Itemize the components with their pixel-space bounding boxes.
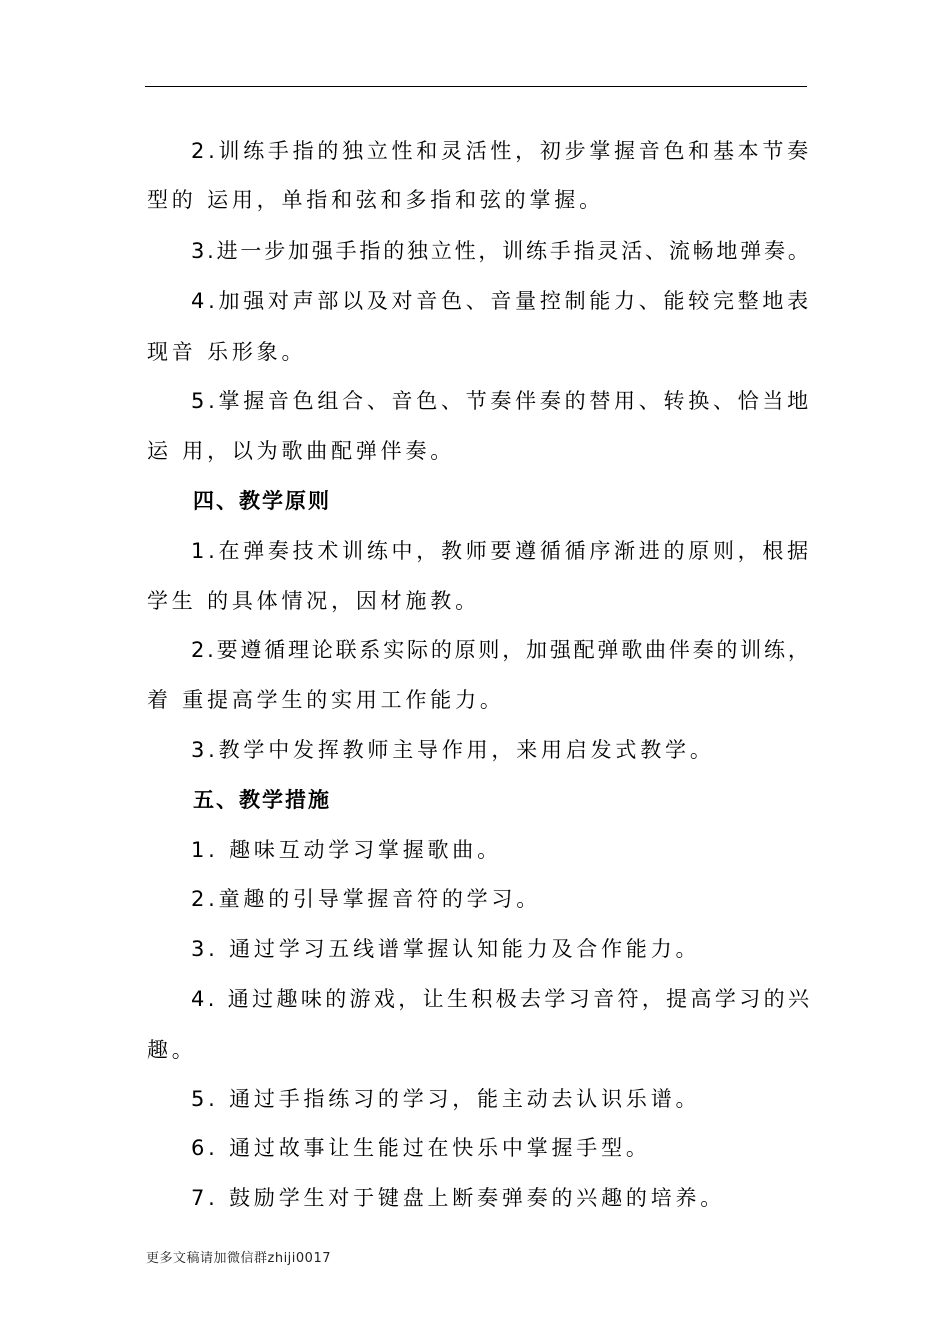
text-line: 2.童趣的引导掌握音符的学习。	[191, 887, 542, 911]
text-line: 3.进一步加强手指的独立性，训练手指灵活、流畅地弹奏。	[191, 239, 812, 263]
header-rule	[145, 86, 807, 87]
footer-note: 更多文稿请加微信群zhiji0017	[146, 1251, 331, 1266]
text-line: 2.要遵循理论联系实际的原则，加强配弹歌曲伴奏的训练，	[191, 638, 812, 662]
text-line: 型的 运用，单指和弦和多指和弦的掌握。	[147, 188, 604, 212]
text-line: 4.加强对声部以及对音色、音量控制能力、能较完整地表	[191, 289, 812, 313]
text-line: 4. 通过趣味的游戏，让生积极去学习音符，提高学习的兴	[191, 987, 813, 1011]
section-heading: 五、教学措施	[193, 788, 331, 812]
text-line: 2.训练手指的独立性和灵活性，初步掌握音色和基本节奏	[191, 139, 812, 163]
text-line: 现音 乐形象。	[147, 340, 307, 364]
text-line: 学生 的具体情况，因材施教。	[147, 589, 480, 613]
text-line: 1.在弹奏技术训练中，教师要遵循循序渐进的原则，根据	[191, 539, 812, 563]
section-heading: 四、教学原则	[193, 489, 331, 513]
text-line: 5.掌握音色组合、音色、节奏伴奏的替用、转换、恰当地	[191, 389, 812, 413]
text-line: 7. 鼓励学生对于键盘上断奏弹奏的兴趣的培养。	[191, 1186, 726, 1210]
text-line: 5. 通过手指练习的学习，能主动去认识乐谱。	[191, 1087, 701, 1111]
text-line: 3. 通过学习五线谱掌握认知能力及合作能力。	[191, 937, 701, 961]
text-line: 3.教学中发挥教师主导作用，来用启发式教学。	[191, 738, 715, 762]
text-line: 趣。	[147, 1038, 197, 1062]
text-line: 6. 通过故事让生能过在快乐中掌握手型。	[191, 1136, 651, 1160]
text-line: 1. 趣味互动学习掌握歌曲。	[191, 838, 502, 862]
text-line: 运 用，以为歌曲配弹伴奏。	[147, 439, 456, 463]
text-line: 着 重提高学生的实用工作能力。	[147, 688, 505, 712]
